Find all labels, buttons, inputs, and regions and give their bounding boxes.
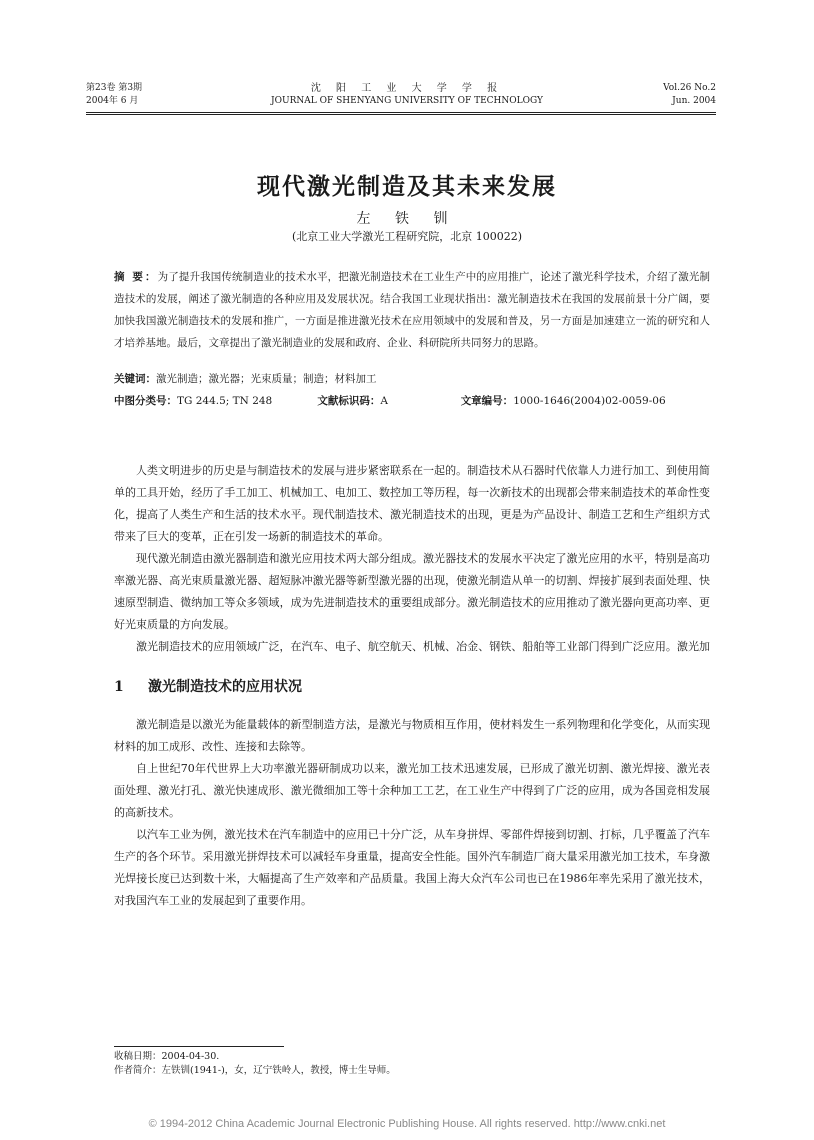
journal-name-en: JOURNAL OF SHENYANG UNIVERSITY OF TECHNOLOGY xyxy=(271,96,543,106)
article-id-label: 文章编号： xyxy=(460,395,514,407)
paragraph: 以汽车工业为例，激光技术在汽车制造中的应用已十分广泛，从车身拼焊、零部件焊接到切割、打标，几乎覆盖了汽车生产的各个环节。采用激光拼焊技术可以减轻车身重量，提高安全性能。国外汽车制造厂商大量采用激光加工技术，车身激光焊接长度已达到数十米，大幅提高了生产效率和产品质量。我国上海大众汽车公司也已在1986年率先采用了激光技术，对我国汽车工业的发展起到了重要作用。 xyxy=(114,828,710,907)
paragraph: 激光制造技术的应用领域广泛，在汽车、电子、航空航天、机械、冶金、钢铁、船舶等工业部门得到广泛应用。激光加 xyxy=(136,640,710,653)
keywords xyxy=(114,370,710,388)
classification-meta xyxy=(114,392,710,410)
keywords-text: 激光制造；激光器；光束质量；制造；材料加工 xyxy=(156,373,377,385)
intro-body xyxy=(114,460,710,660)
header-right xyxy=(663,82,716,108)
abstract xyxy=(114,266,710,354)
section-title: 激光制造技术的应用状况 xyxy=(148,679,302,695)
footnote-rule xyxy=(114,1046,284,1047)
volume-number-en: Vol.26 No.2 xyxy=(663,83,716,93)
author-name: 左 铁 钏 xyxy=(356,211,458,227)
paragraph: 激光制造是以激光为能量载体的新型制造方法，是激光与物质相互作用，使材料发生一系列物理和化学变化，从而实现材料的加工成形、改性、连接和去除等。 xyxy=(114,718,710,753)
copyright-footer: © 1994-2012 China Academic Journal Electronic Publishing House. All rights reserved. http://www.cnki.net xyxy=(148,1118,666,1130)
doc-code-value: A xyxy=(380,395,388,407)
paragraph: 现代激光制造由激光器制造和激光应用技术两大部分组成。激光器技术的发展水平决定了激光应用的水平，特别是高功率激光器、高光束质量激光器、超短脉冲激光器等新型激光器的出现，使激光制造从单一的切割、焊接扩展到表面处理、快速原型制造、微纳加工等众多领域，成为先进制造技术的重要组成部分。激光制造技术的应用推动了激光器向更高功率、更好光束质量的方向发展。 xyxy=(114,552,710,631)
keywords-label: 关键词： xyxy=(114,373,156,385)
received-date: 收稿日期：2004-04-30. xyxy=(114,1051,220,1062)
paragraph: 人类文明进步的历史是与制造技术的发展与进步紧密联系在一起的。制造技术从石器时代依靠人力进行加工、到使用简单的工具开始，经历了手工加工、机械加工、电加工、数控加工等历程，每一次新技术的出现都会带来制造技术的革命性变化，提高了人类生产和生活的技术水平。现代制造技术、激光制造技术的出现，更是为产品设计、制造工艺和生产组织方式带来了巨大的变革，正在引发一场新的制造技术的革命。 xyxy=(114,464,710,543)
section-body xyxy=(114,714,710,1034)
section-number: 1 xyxy=(114,679,124,695)
paragraph: 自上世纪70年代世界上大功率激光器研制成功以来，激光加工技术迅速发展，已形成了激光切割、激光焊接、激光表面处理、激光打孔、激光快速成形、激光微细加工等十余种加工工艺，在工业生产中得到了广泛的应用，成为各国竞相发展的高新技术。 xyxy=(114,762,710,819)
clc-label: 中图分类号： xyxy=(114,395,177,407)
doc-code-label: 文献标识码： xyxy=(317,395,381,407)
section-heading xyxy=(114,676,302,696)
date-en: Jun. 2004 xyxy=(672,96,716,106)
volume-issue: 第23卷 第3期 xyxy=(86,83,143,93)
header-rule-second xyxy=(86,114,716,115)
abstract-label: 摘 要： xyxy=(114,271,158,283)
issue-date: 2004年 6 月 xyxy=(86,96,139,106)
header-rule xyxy=(86,112,716,113)
author-affiliation: (北京工业大学激光工程研究院，北京 100022) xyxy=(291,230,523,243)
paper-title: 现代激光制造及其未来发展 xyxy=(257,173,557,200)
abstract-text: 为了提升我国传统制造业的技术水平，把激光制造技术在工业生产中的应用推广，论述了激光科学技术，介绍了激光制造技术的发展，阐述了激光制造的各种应用及发展状况。结合我国工业现状指出：激光制造技术在我国的发展前景十分广阔，要加快我国激光制造技术的发展和推广，一方面是推进激光技术在应用领域中的发展和普及，另一方面是加速建立一流的研究和人才培养基地。最后，文章提出了激光制造业的发展和政府、企业、科研院所共同努力的思路。 xyxy=(114,271,710,349)
journal-name-cn: 沈 阳 工 业 大 学 学 报 xyxy=(310,83,504,94)
author-info: 作者简介：左铁钏(1941-)，女，辽宁铁岭人，教授，博士生导师。 xyxy=(114,1065,396,1076)
clc-value: TG 244.5; TN 248 xyxy=(177,395,273,407)
article-id-value: 1000-1646(2004)02-0059-06 xyxy=(513,395,666,407)
